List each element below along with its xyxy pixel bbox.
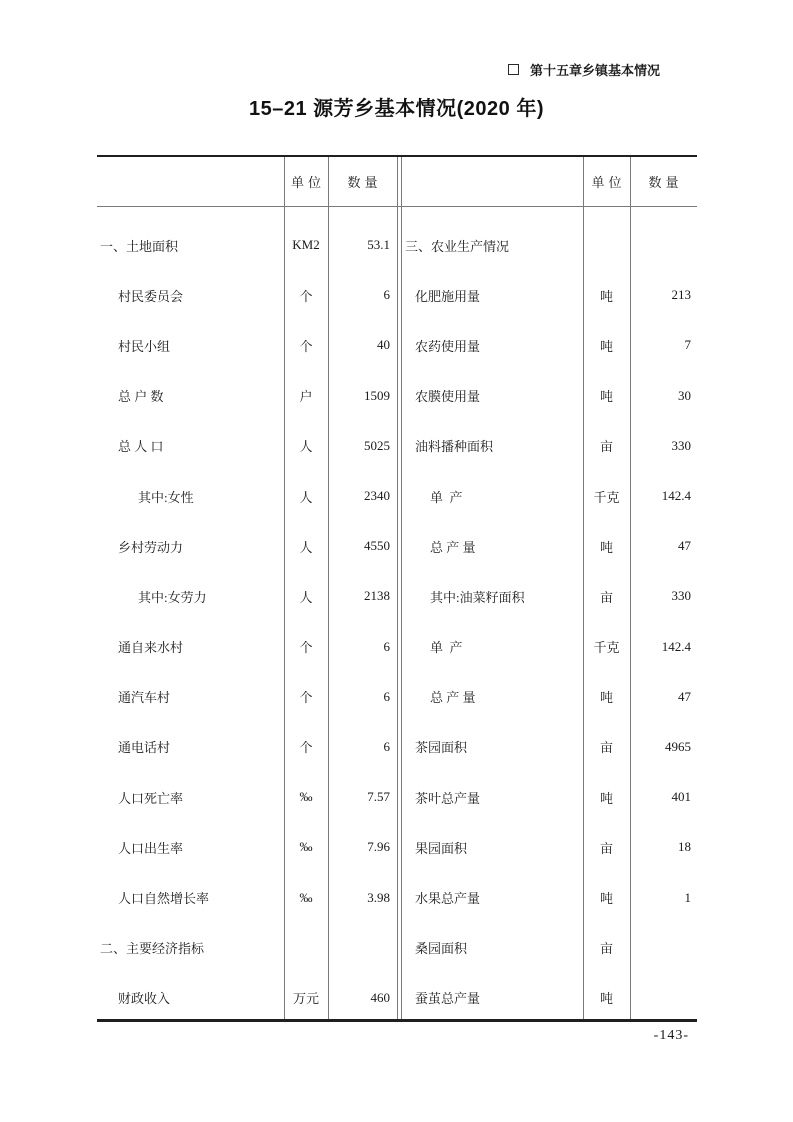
row-unit: 吨	[599, 991, 613, 1007]
row-unit: ‰	[299, 789, 313, 805]
row-unit: 吨	[599, 790, 613, 806]
page-title: 15–21 源芳乡基本情况(2020 年)	[248, 98, 545, 120]
row-unit: 吨	[599, 338, 613, 354]
row-value: 1	[684, 889, 691, 905]
row-label: 人口出生率	[118, 840, 184, 856]
row-unit: KM2	[292, 237, 320, 253]
row-unit: 个	[299, 288, 313, 304]
row-label: 蚕茧总产量	[415, 991, 481, 1007]
row-label: 油料播种面积	[415, 439, 494, 455]
table-vline-middle-double	[401, 157, 402, 1019]
row-unit: 亩	[599, 439, 613, 455]
row-label: 桑园面积	[415, 941, 468, 957]
row-unit: 吨	[599, 389, 613, 405]
row-value: 401	[671, 789, 691, 805]
chapter-number: 第十五章	[529, 63, 582, 78]
row-value: 330	[671, 588, 691, 604]
table-header-row	[97, 157, 697, 207]
table-vline	[284, 157, 285, 1019]
row-value: 7	[684, 337, 691, 353]
row-unit: 个	[299, 690, 313, 706]
row-unit: 万元	[292, 991, 319, 1007]
row-value: 3.98	[367, 889, 390, 905]
row-value: 142.4	[661, 488, 691, 504]
row-label: 茶园面积	[415, 740, 468, 756]
row-value: 460	[370, 989, 390, 1005]
row-label: 通电话村	[118, 740, 171, 756]
row-value: 2340	[364, 488, 390, 504]
row-unit: 人	[299, 489, 313, 505]
row-value: 47	[678, 538, 691, 554]
row-value: 6	[383, 738, 390, 754]
row-value: 142.4	[661, 638, 691, 654]
table-vline	[630, 157, 631, 1019]
row-unit: 亩	[599, 589, 613, 605]
row-label: 单 产	[430, 489, 463, 505]
row-label: 乡村劳动力	[118, 539, 184, 555]
row-unit: 亩	[599, 941, 613, 957]
row-value: 330	[671, 437, 691, 453]
row-unit: 千克	[593, 489, 620, 505]
row-unit: 千克	[593, 640, 620, 656]
row-value: 4965	[665, 738, 691, 754]
page-number: -143-	[653, 1028, 689, 1043]
row-unit: 个	[299, 338, 313, 354]
chapter-header	[508, 60, 660, 79]
row-label: 果园面积	[415, 840, 468, 856]
row-unit: 人	[299, 539, 313, 555]
table-vline	[328, 157, 329, 1019]
row-label: 农药使用量	[415, 338, 481, 354]
row-unit: 个	[299, 640, 313, 656]
row-value: 7.57	[367, 789, 390, 805]
row-label: 其中:油菜籽面积	[430, 589, 525, 605]
row-unit: 吨	[599, 288, 613, 304]
row-value: 6	[383, 287, 390, 303]
row-unit: ‰	[299, 839, 313, 855]
row-unit: 个	[299, 740, 313, 756]
row-value: 6	[383, 688, 390, 704]
stats-table	[97, 155, 697, 1022]
row-value: 18	[678, 839, 691, 855]
header-unit-left: 单位	[290, 175, 325, 190]
row-label: 人口死亡率	[118, 790, 184, 806]
chapter-box-icon	[508, 64, 519, 75]
row-label: 通自来水村	[118, 640, 184, 656]
header-unit-right: 单位	[591, 175, 626, 190]
row-label: 总 户 数	[118, 389, 164, 405]
row-label: 其中:女劳力	[138, 589, 207, 605]
row-unit: 人	[299, 439, 313, 455]
row-label: 通汽车村	[118, 690, 171, 706]
row-value: 7.96	[367, 839, 390, 855]
row-value: 213	[671, 287, 691, 303]
table-vline-middle-double	[397, 157, 398, 1019]
row-value: 2138	[364, 588, 390, 604]
row-value: 40	[377, 337, 390, 353]
row-value: 5025	[364, 437, 390, 453]
row-label: 人口自然增长率	[118, 891, 210, 907]
row-value: 1509	[364, 387, 390, 403]
row-label: 其中:女性	[138, 489, 194, 505]
row-label: 总 产 量	[430, 539, 476, 555]
row-value: 30	[678, 387, 691, 403]
row-unit: 亩	[599, 840, 613, 856]
row-label: 化肥施用量	[415, 288, 481, 304]
row-label: 茶叶总产量	[415, 790, 481, 806]
row-label: 三、农业生产情况	[405, 238, 510, 254]
row-label: 村民委员会	[118, 288, 184, 304]
row-label: 二、主要经济指标	[100, 941, 205, 957]
row-label: 一、土地面积	[100, 238, 179, 254]
row-label: 农膜使用量	[415, 389, 481, 405]
row-label: 总 人 口	[118, 439, 164, 455]
row-value: 6	[383, 638, 390, 654]
row-unit: 人	[299, 589, 313, 605]
table-vline	[583, 157, 584, 1019]
row-label: 水果总产量	[415, 891, 481, 907]
row-label: 总 产 量	[430, 690, 476, 706]
row-label: 财政收入	[118, 991, 171, 1007]
row-unit: 户	[299, 389, 313, 405]
row-unit: 亩	[599, 740, 613, 756]
row-value: 53.1	[367, 237, 390, 253]
row-unit: ‰	[299, 889, 313, 905]
row-label: 村民小组	[118, 338, 171, 354]
row-unit: 吨	[599, 690, 613, 706]
header-qty-right: 数量	[648, 175, 683, 190]
row-value: 4550	[364, 538, 390, 554]
row-unit: 吨	[599, 891, 613, 907]
row-value: 47	[678, 688, 691, 704]
row-label: 单 产	[430, 640, 463, 656]
chapter-section: 乡镇基本情况	[581, 63, 660, 78]
header-qty-left: 数量	[347, 175, 382, 190]
row-unit: 吨	[599, 539, 613, 555]
